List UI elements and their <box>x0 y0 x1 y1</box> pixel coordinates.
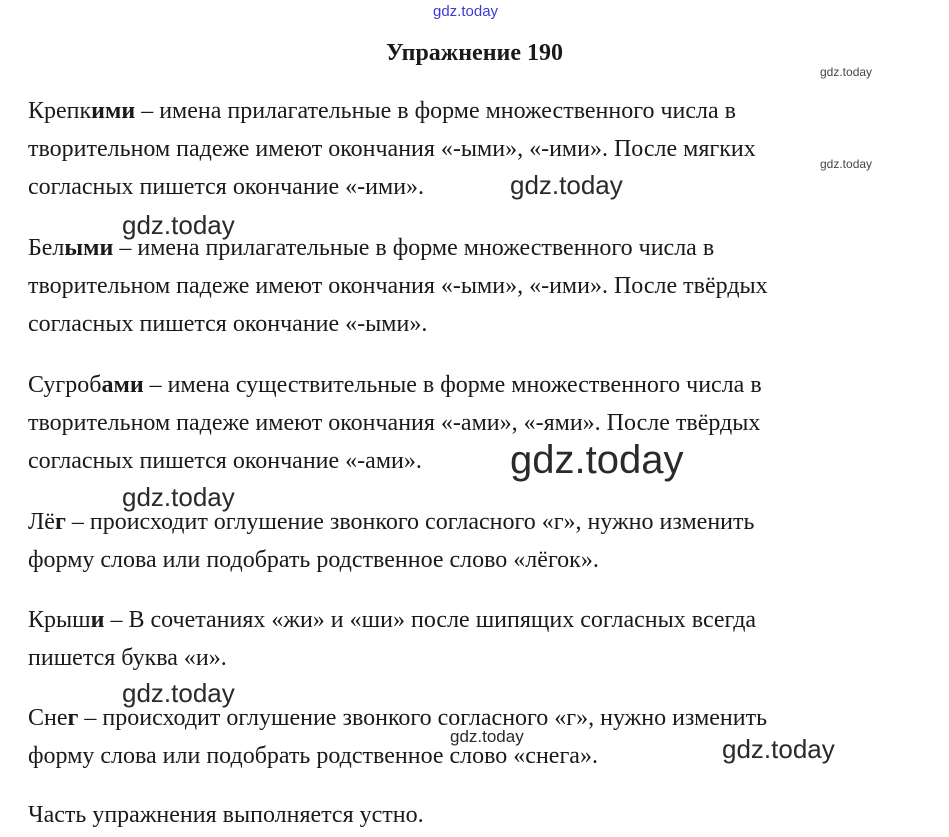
text-span: Лё <box>28 509 55 535</box>
watermark: gdz.today <box>510 170 623 200</box>
paragraph-leg <box>28 503 928 579</box>
text-line <box>28 639 928 677</box>
text-span: – происходит оглушение звонкого согласного «г», нужно изменить <box>78 705 768 731</box>
watermark: gdz.today <box>722 734 835 764</box>
ending-highlight: г <box>67 705 79 731</box>
text-span: согласных пишется окончание «-ими». <box>28 174 425 200</box>
text-span: творительном падеже имеют окончания «-ыми», «-ими». После мягких <box>28 136 756 162</box>
text-span: творительном падеже имеют окончания «-ыми», «-ими». После твёрдых <box>28 273 768 299</box>
text-span: Сне <box>28 705 68 731</box>
text-line <box>28 92 928 130</box>
text-line <box>28 796 928 834</box>
text-line <box>28 168 928 206</box>
text-span: согласных пишется окончание «-ами». <box>28 448 422 474</box>
text-span: согласных пишется окончание «-ыми». <box>28 311 428 337</box>
text-span: Сугроб <box>28 372 102 398</box>
text-span: Часть упражнения выполняется устно. <box>28 802 424 828</box>
text-span: форму слова или подобрать родственное слово «лёгок». <box>28 547 599 573</box>
watermark: gdz.today <box>122 678 235 708</box>
paragraph-belymi <box>28 229 928 343</box>
watermark: gdz.today <box>122 210 235 240</box>
ending-highlight: г <box>54 509 66 535</box>
watermark: gdz.today <box>450 727 524 746</box>
ending-highlight: ыми <box>64 235 114 261</box>
text-span: – имена существительные в форме множественного числа в <box>143 372 762 398</box>
text-line <box>28 503 928 541</box>
text-line <box>28 130 928 171</box>
text-span: Крыш <box>28 607 91 633</box>
ending-highlight: и <box>90 607 105 633</box>
paragraph-kryshi <box>28 601 928 677</box>
text-span: творительном падеже имеют окончания «-ами», «-ями». После твёрдых <box>28 410 761 436</box>
text-span: – имена прилагательные в форме множественного числа в <box>135 98 736 124</box>
paragraph-note <box>28 796 928 834</box>
text-line <box>28 305 928 343</box>
text-line <box>28 438 928 482</box>
text-line <box>28 229 928 267</box>
text-line <box>28 404 928 442</box>
ending-highlight: ами <box>101 372 144 398</box>
text-line <box>28 601 928 639</box>
paragraph-sneg <box>28 699 928 775</box>
paragraph-krepkimi <box>28 92 928 206</box>
text-span: Бел <box>28 235 65 261</box>
text-span: – имена прилагательные в форме множественного числа в <box>113 235 715 261</box>
text-line <box>28 541 928 579</box>
watermark: gdz.today <box>122 482 235 512</box>
text-span: – В сочетаниях «жи» и «ши» после шипящих согласных всегда <box>104 607 757 633</box>
text-line <box>28 699 928 737</box>
watermark: gdz.today <box>820 157 873 171</box>
watermark: gdz.today <box>820 65 873 79</box>
text-span: – происходит оглушение звонкого согласного «г», нужно изменить <box>65 509 755 535</box>
text-line <box>28 366 928 404</box>
text-span: пишется буква «и». <box>28 645 227 671</box>
text-span: Крепк <box>28 98 92 124</box>
exercise-title: Упражнение 190 <box>385 40 563 66</box>
text-span: форму слова или подобрать родственное слово «снега». <box>28 743 598 769</box>
paragraph-sugrobami <box>28 366 928 480</box>
ending-highlight: ими <box>91 98 136 124</box>
text-line <box>28 267 928 305</box>
watermark-top: gdz.today <box>433 3 499 20</box>
watermark: gdz.today <box>510 438 684 482</box>
